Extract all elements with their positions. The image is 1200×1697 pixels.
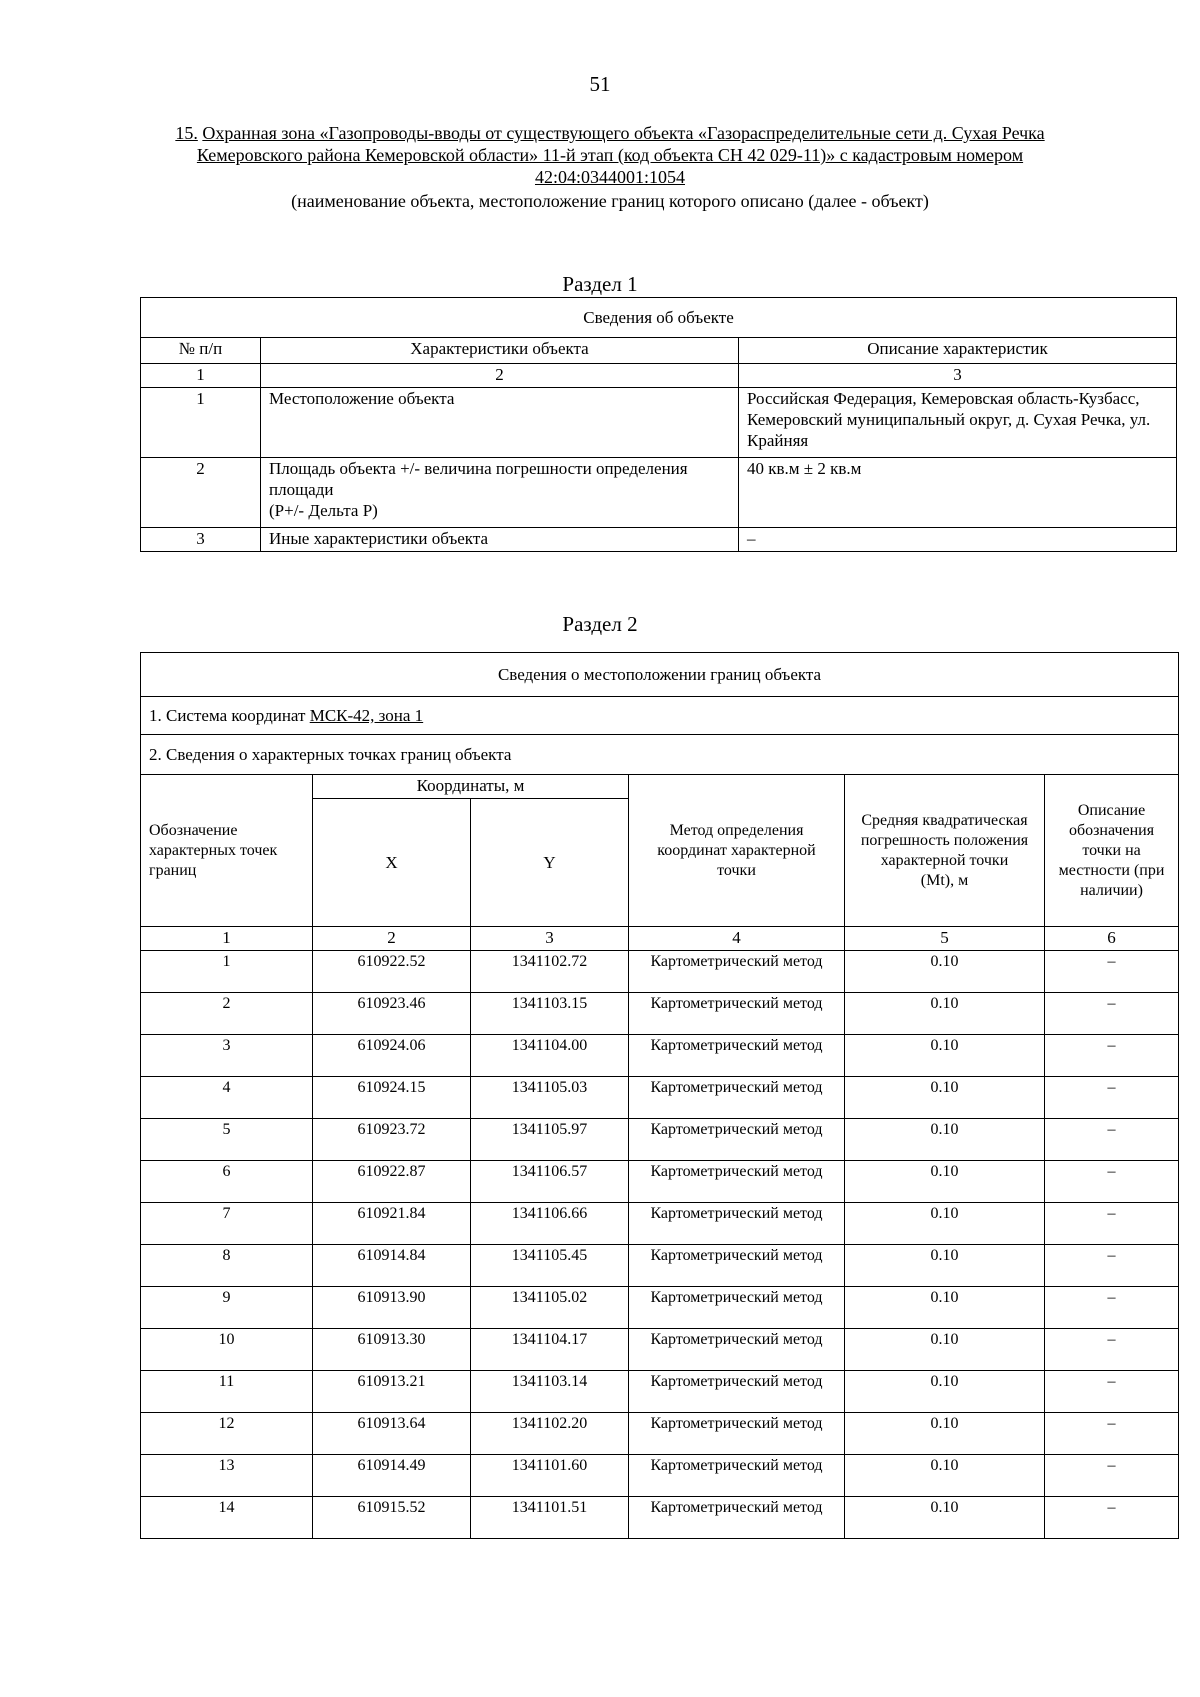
point-error: 0.10 [845,1371,1045,1413]
table-row [141,1287,1179,1329]
point-y: 1341105.02 [471,1287,629,1329]
col-number: 5 [845,927,1045,951]
point-desc: – [1045,1329,1179,1371]
point-desc: – [1045,993,1179,1035]
table-row [141,1455,1179,1497]
table-row [141,1497,1179,1539]
point-error: 0.10 [845,1329,1045,1371]
header-designation: Обозначение характерных точек границ [141,775,313,927]
point-x: 610913.64 [313,1413,471,1455]
table-row [141,1035,1179,1077]
points-body [141,951,1179,1539]
point-x: 610914.49 [313,1455,471,1497]
table-row [141,1329,1179,1371]
col-number: 4 [629,927,845,951]
row-description: Российская Федерация, Кемеровская область-Кузбасс, Кемеровский муниципальный округ, д. Сухая Речка, ул. Крайняя [739,388,1177,458]
point-x: 610915.52 [313,1497,471,1539]
table-row [141,951,1179,993]
boundary-points-table [140,652,1179,1539]
point-id: 6 [141,1161,313,1203]
row-description: – [739,528,1177,552]
point-method: Картометрический метод [629,1203,845,1245]
point-method: Картометрический метод [629,1035,845,1077]
table-row [141,993,1179,1035]
point-method: Картометрический метод [629,1329,845,1371]
table-row [141,528,1177,552]
point-y: 1341103.14 [471,1371,629,1413]
point-id: 5 [141,1119,313,1161]
point-desc: – [1045,1455,1179,1497]
point-method: Картометрический метод [629,993,845,1035]
point-x: 610921.84 [313,1203,471,1245]
point-desc: – [1045,1161,1179,1203]
point-y: 1341105.03 [471,1077,629,1119]
points-section-title: 2. Сведения о характерных точках границ объекта [141,735,1179,775]
point-id: 7 [141,1203,313,1245]
point-desc: – [1045,1371,1179,1413]
heading-title: Охранная зона «Газопроводы-вводы от существующего объекта «Газораспределительные сети д. Сухая Речка Кемеровского района Кемеровской области» 11-й этап (код объекта СН 42 029-11)» с кадастровым номером 42:04:0344001:1054 [196,123,1045,187]
point-desc: – [1045,1413,1179,1455]
point-id: 1 [141,951,313,993]
header-error [845,775,1045,927]
point-id: 11 [141,1371,313,1413]
col-number: 1 [141,927,313,951]
section2-title: Раздел 2 [562,612,638,636]
point-x: 610913.30 [313,1329,471,1371]
point-id: 13 [141,1455,313,1497]
object-info-table [140,297,1177,552]
point-y: 1341103.15 [471,993,629,1035]
col-number: 6 [1045,927,1179,951]
point-x: 610922.52 [313,951,471,993]
table-row [141,388,1177,458]
point-error: 0.10 [845,1455,1045,1497]
point-method: Картометрический метод [629,1161,845,1203]
row-characteristic: Иные характеристики объекта [261,528,739,552]
point-x: 610914.84 [313,1245,471,1287]
point-y: 1341105.45 [471,1245,629,1287]
point-error: 0.10 [845,1497,1045,1539]
point-id: 2 [141,993,313,1035]
header-y: Y [471,799,629,927]
table-row [141,458,1177,528]
point-desc: – [1045,1077,1179,1119]
point-x: 610922.87 [313,1161,471,1203]
header-coordinates: Координаты, м [313,775,629,799]
point-x: 610913.90 [313,1287,471,1329]
point-error: 0.10 [845,1413,1045,1455]
row-number: 1 [141,388,261,458]
point-x: 610924.15 [313,1077,471,1119]
row-characteristic: Местоположение объекта [261,388,739,458]
point-x: 610923.72 [313,1119,471,1161]
row-description: 40 кв.м ± 2 кв.м [739,458,1177,528]
document-heading [150,122,1070,212]
point-error: 0.10 [845,1245,1045,1287]
header-characteristic: Характеристики объекта [261,338,739,364]
point-error: 0.10 [845,1161,1045,1203]
coord-system-label: 1. Система координат [149,706,306,725]
point-id: 14 [141,1497,313,1539]
row-characteristic-extra: (Р+/- Дельта Р) [269,501,378,520]
point-y: 1341104.00 [471,1035,629,1077]
point-desc: – [1045,1497,1179,1539]
header-point-description: Описание обозначения точки на местности (при наличии) [1045,775,1179,927]
header-method: Метод определения координат характерной точки [629,775,845,927]
point-error: 0.10 [845,1035,1045,1077]
point-desc: – [1045,1245,1179,1287]
page-number: 51 [589,72,611,96]
point-method: Картометрический метод [629,1245,845,1287]
point-method: Картометрический метод [629,1455,845,1497]
point-desc: – [1045,1119,1179,1161]
header-x: X [313,799,471,927]
point-desc: – [1045,1287,1179,1329]
coord-system-value: МСК-42, зона 1 [309,706,424,725]
point-y: 1341106.57 [471,1161,629,1203]
col-number: 2 [261,364,739,388]
point-y: 1341106.66 [471,1203,629,1245]
point-method: Картометрический метод [629,1119,845,1161]
point-y: 1341105.97 [471,1119,629,1161]
col-number: 1 [141,364,261,388]
row-characteristic [261,458,739,528]
point-method: Картометрический метод [629,1497,845,1539]
row-number: 3 [141,528,261,552]
col-number: 2 [313,927,471,951]
point-y: 1341101.60 [471,1455,629,1497]
point-desc: – [1045,951,1179,993]
header-error-text: Средняя квадратическая погрешность положения характерной точки [860,811,1029,869]
section1-title: Раздел 1 [562,272,638,296]
point-id: 3 [141,1035,313,1077]
heading-caption: (наименование объекта, местоположение границ которого описано (далее - объект) [291,191,929,211]
boundary-table-title: Сведения о местоположении границ объекта [141,653,1179,697]
row-number: 2 [141,458,261,528]
point-x: 610913.21 [313,1371,471,1413]
table-row [141,1161,1179,1203]
point-id: 4 [141,1077,313,1119]
table-row [141,1203,1179,1245]
point-id: 9 [141,1287,313,1329]
point-y: 1341102.72 [471,951,629,993]
col-number: 3 [739,364,1177,388]
table-row [141,1245,1179,1287]
point-y: 1341101.51 [471,1497,629,1539]
point-error: 0.10 [845,993,1045,1035]
table-row [141,1077,1179,1119]
point-x: 610923.46 [313,993,471,1035]
point-method: Картометрический метод [629,1077,845,1119]
point-error: 0.10 [845,1287,1045,1329]
header-number: № п/п [141,338,261,364]
point-method: Картометрический метод [629,951,845,993]
coord-system-row [141,697,1179,735]
point-error: 0.10 [845,1203,1045,1245]
point-x: 610924.06 [313,1035,471,1077]
table-row [141,1413,1179,1455]
table-row [141,1371,1179,1413]
table-row [141,1119,1179,1161]
point-method: Картометрический метод [629,1371,845,1413]
point-error: 0.10 [845,1119,1045,1161]
col-number: 3 [471,927,629,951]
point-error: 0.10 [845,951,1045,993]
row-characteristic-text: Площадь объекта +/- величина погрешности определения площади [269,459,688,499]
header-error-unit: (Mt), м [920,871,969,889]
point-desc: – [1045,1035,1179,1077]
point-id: 12 [141,1413,313,1455]
heading-number: 15. [175,123,198,143]
point-method: Картометрический метод [629,1287,845,1329]
point-error: 0.10 [845,1077,1045,1119]
point-id: 10 [141,1329,313,1371]
object-info-table-title: Сведения об объекте [141,298,1177,338]
point-method: Картометрический метод [629,1413,845,1455]
point-id: 8 [141,1245,313,1287]
point-y: 1341102.20 [471,1413,629,1455]
point-desc: – [1045,1203,1179,1245]
header-description: Описание характеристик [739,338,1177,364]
point-y: 1341104.17 [471,1329,629,1371]
